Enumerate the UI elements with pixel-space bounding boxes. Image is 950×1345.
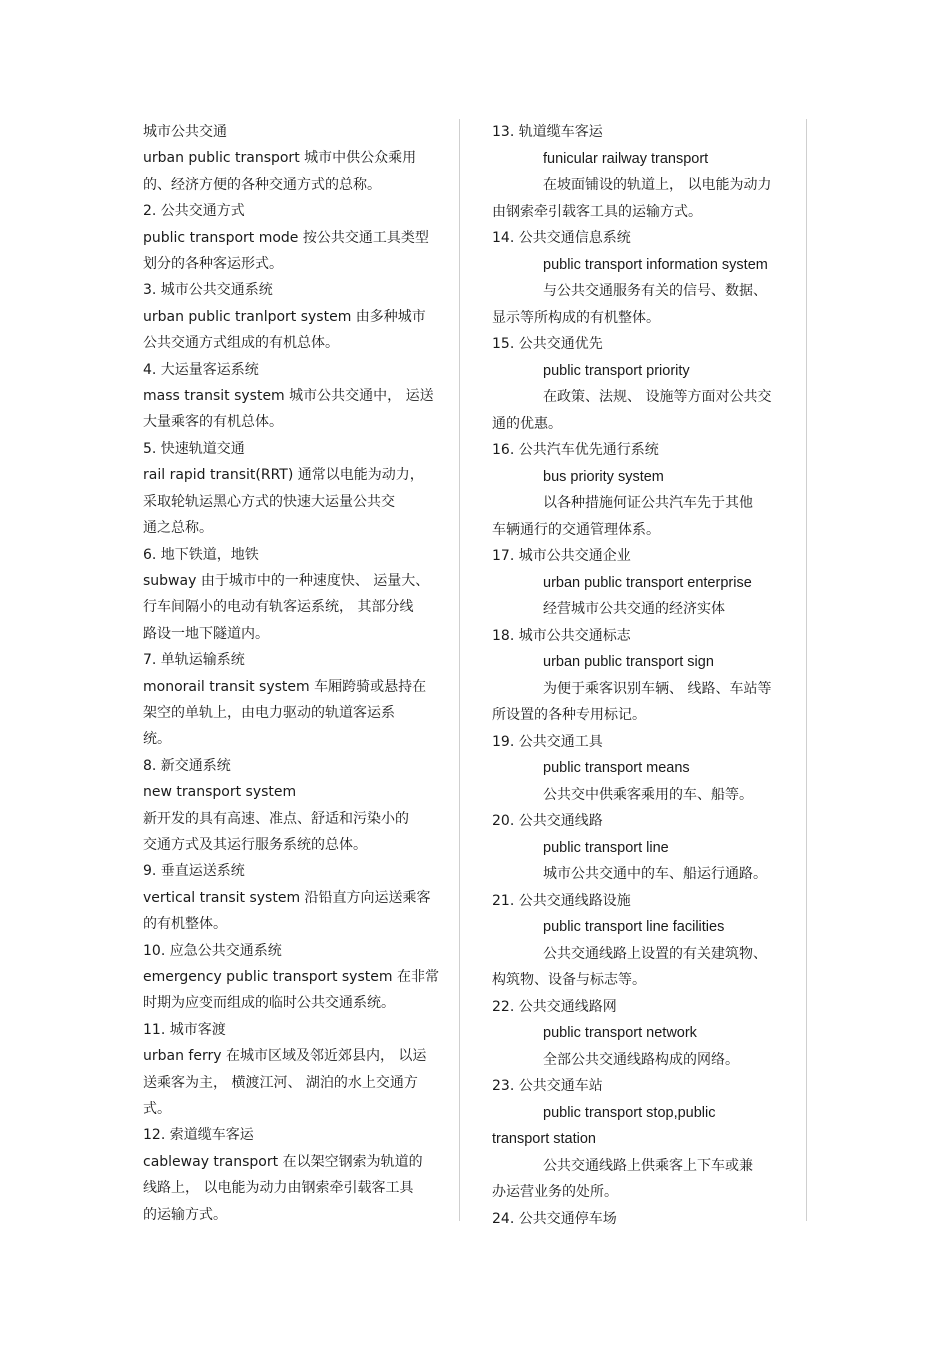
left-column xyxy=(143,119,455,1228)
term-heading: 21. 公共交通线路设施 xyxy=(492,892,631,909)
term-20 xyxy=(492,808,800,888)
term-heading: 17. 城市公共交通企业 xyxy=(492,548,631,564)
term-18 xyxy=(492,623,800,729)
term-definition: emergency public transport system 在非常 时期为应变而组成的临时公共交通系统。 xyxy=(143,969,439,1012)
term-heading: 14. 公共交通信息系统 xyxy=(492,230,631,246)
term-21 xyxy=(492,888,800,994)
term-english: public transport network xyxy=(543,1025,697,1041)
term-heading: 19. 公共交通工具 xyxy=(492,733,603,750)
term-definition: 全部公共交通线路构成的网络。 xyxy=(543,1051,739,1068)
term-definition: 公共交中供乘客乘用的车、船等。 xyxy=(543,786,753,803)
term-english: public transport line facilities xyxy=(543,919,725,935)
term-english: public transport information system xyxy=(543,256,768,273)
term-definition: new transport system 新开发的具有高速、准点、舒适和污染小的 交通方式及其运行服务系统的总体。 xyxy=(143,784,409,853)
column-divider-left xyxy=(459,119,460,1221)
term-english-cont: transport station xyxy=(492,1131,596,1147)
term-definition-cont: 所设置的各种专用标记。 xyxy=(492,707,646,723)
term-definition: 为便于乘客识别车辆、 线路、车站等 xyxy=(543,680,772,697)
term-16 xyxy=(492,437,800,543)
term-17 xyxy=(492,543,800,623)
term-english: public transport means xyxy=(543,760,690,776)
term-definition: mass transit system 城市公共交通中， 运送 大量乘客的有机总体。 xyxy=(143,388,434,431)
term-heading: 23. 公共交通车站 xyxy=(492,1078,603,1094)
term-definition: 城市公共交通中的车、船运行通路。 xyxy=(543,866,767,882)
term-heading: 3. 城市公共交通系统 xyxy=(143,282,273,299)
term-definition: public transport mode 按公共交通工具类型 划分的各种客运形式。 xyxy=(143,229,429,273)
term-definition-cont: 车辆通行的交通管理体系。 xyxy=(492,521,660,538)
term-heading: 18. 城市公共交通标志 xyxy=(492,627,631,644)
term-heading: 20. 公共交通线路 xyxy=(492,813,603,829)
term-heading: 11. 城市客渡 xyxy=(143,1021,226,1038)
term-heading: 13. 轨道缆车客运 xyxy=(492,124,603,140)
term-definition: cableway transport 在以架空钢索为轨道的 线路上， 以电能为动力由钢索牵引载客工具 的运输方式。 xyxy=(143,1153,423,1223)
term-definition: monorail transit system 车厢跨骑或悬持在 架空的单轨上，由电力驱动的轨道客运系 统。 xyxy=(143,678,427,748)
term-english: public transport line xyxy=(543,839,669,856)
term-definition: 公共交通线路上设置的有关建筑物、 xyxy=(543,945,767,962)
term-definition-cont: 显示等所构成的有机整体。 xyxy=(492,309,660,326)
term-definition: subway 由于城市中的一种速度快、 运量大、 行车间隔小的电动有轨客运系统， 其部分线 路设一地下隧道内。 xyxy=(143,572,430,642)
term-24 xyxy=(492,1206,800,1233)
term-13 xyxy=(492,119,800,225)
right-column xyxy=(492,119,800,1232)
term-definition: urban public transport 城市中供公众乘用 的、经济方便的各种交通方式的总称。 xyxy=(143,150,417,193)
term-definition: 在政策、法规、 设施等方面对公共交 xyxy=(543,389,772,405)
term-heading: 4. 大运量客运系统 xyxy=(143,361,259,378)
term-english: bus priority system xyxy=(543,468,664,485)
term-title: 城市公共交通 xyxy=(143,124,227,140)
term-english: urban public transport sign xyxy=(543,654,714,670)
term-heading: 10. 应急公共交通系统 xyxy=(143,942,282,959)
term-definition: urban ferry 在城市区域及邻近郊县内， 以运 送乘客为主， 横渡江河、 湖泊的水上交通方 式。 xyxy=(143,1048,427,1118)
term-english: public transport priority xyxy=(543,362,690,379)
term-definition: rail rapid transit(RRT) 通常以电能为动力， 采取轮轨运黑心方式的快速大运量公共交 通之总称。 xyxy=(143,467,424,537)
term-19 xyxy=(492,729,800,809)
term-14 xyxy=(492,225,800,331)
term-definition: 公共交通线路上供乘客上下车或兼 xyxy=(543,1157,753,1174)
term-definition: 与公共交通服务有关的信号、数据、 xyxy=(543,283,767,299)
term-definition-cont: 由钢索牵引载客工具的运输方式。 xyxy=(492,203,702,220)
term-heading: 7. 单轨运输系统 xyxy=(143,652,245,669)
term-heading: 12. 索道缆车客运 xyxy=(143,1127,254,1144)
term-definition: 以各种措施何证公共汽车先于其他 xyxy=(543,495,753,511)
term-22 xyxy=(492,994,800,1074)
term-definition-cont: 办运营业务的处所。 xyxy=(492,1184,618,1200)
term-heading: 5. 快速轨道交通 xyxy=(143,440,245,457)
term-definition-cont: 通的优惠。 xyxy=(492,415,562,432)
column-divider-right xyxy=(806,119,807,1221)
term-23 xyxy=(492,1073,800,1206)
term-english: funicular railway transport xyxy=(543,150,709,167)
term-definition: 经营城市公共交通的经济实体 xyxy=(543,601,725,617)
term-heading: 22. 公共交通线路网 xyxy=(492,998,617,1015)
term-heading: 24. 公共交通停车场 xyxy=(492,1210,617,1227)
term-heading: 16. 公共汽车优先通行系统 xyxy=(492,442,659,458)
term-heading: 8. 新交通系统 xyxy=(143,757,231,774)
term-definition: vertical transit system 沿铅直方向运送乘客 的有机整体。 xyxy=(143,889,431,933)
term-definition-cont: 构筑物、设备与标志等。 xyxy=(492,972,646,988)
term-english: urban public transport enterprise xyxy=(543,574,752,591)
term-english: public transport stop,public xyxy=(543,1104,716,1121)
term-definition: 在坡面铺设的轨道上， 以电能为动力 xyxy=(543,177,772,193)
term-heading: 6. 地下铁道，地铁 xyxy=(143,546,259,563)
term-heading: 15. 公共交通优先 xyxy=(492,336,603,352)
term-definition: urban public tranlport system 由多种城市 公共交通方式组成的有机总体。 xyxy=(143,308,426,352)
term-heading: 9. 垂直运送系统 xyxy=(143,863,245,880)
term-15 xyxy=(492,331,800,437)
term-heading: 2. 公共交通方式 xyxy=(143,203,245,220)
